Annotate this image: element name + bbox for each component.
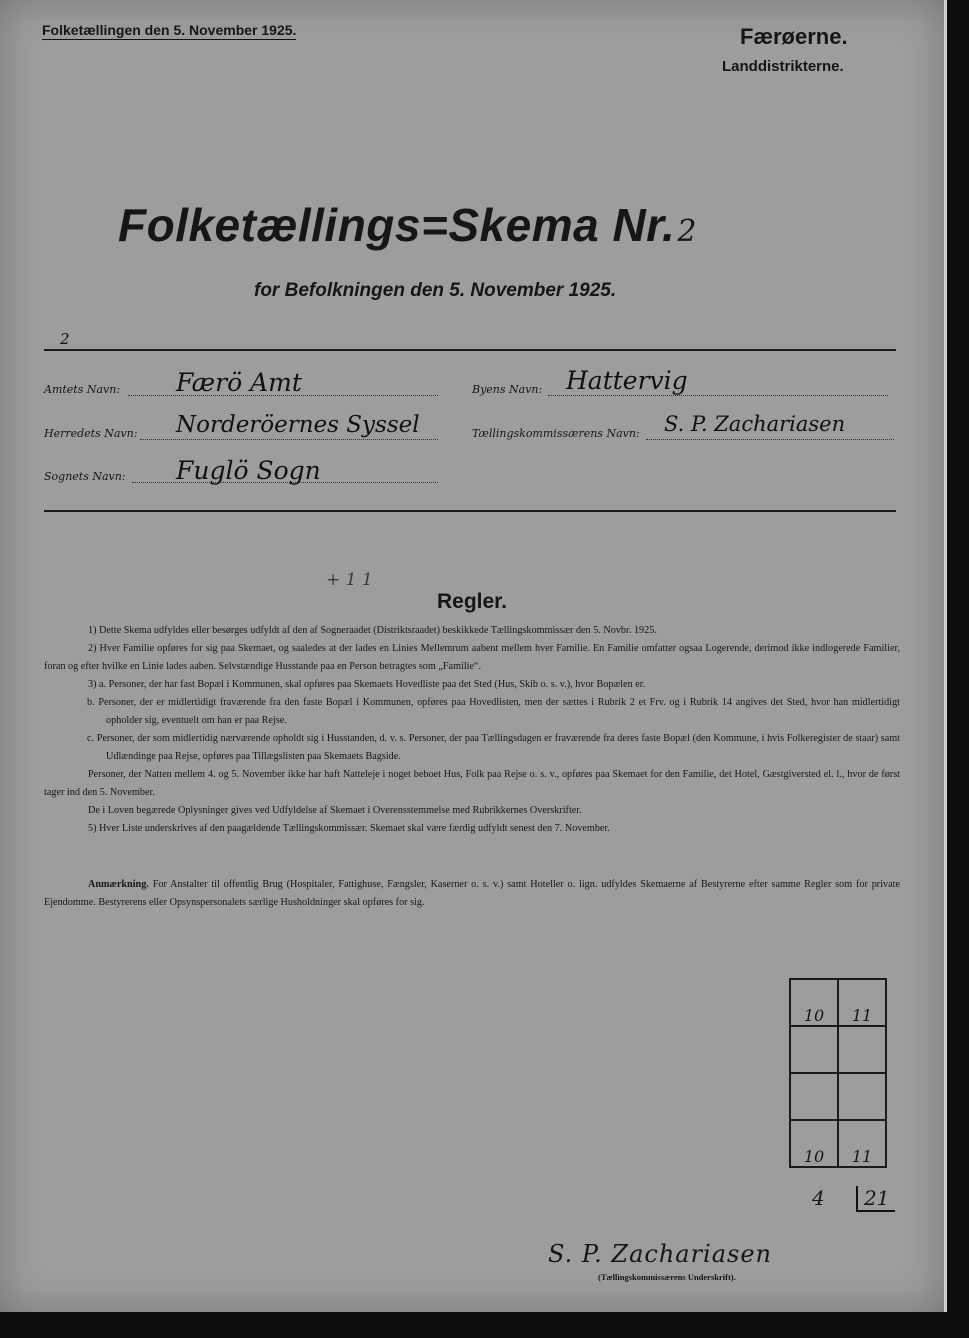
rule-2: 2) Hver Familie opføres for sig paa Skemaet, og saaledes at der lades en Linies Mellemrum aabent mellem hver Familie. En Familie omfatter ogsaa Logerende, derimod ikke indlogerede Familier, foran og efter hvilke en Linie lades aaben. Selvstændige Husstande paa en Person betragtes som „Familie“.: [44, 643, 900, 672]
annotation-text: For Anstalter til offentlig Brug (Hospitaler, Fattighuse, Fængsler, Kaserner o. s. v.) samt Hoteller o. lign. udfyldes Skemaerne af Bestyrerne efter samme Regler som for private Ejendomme. Bestyrerens eller Opsynspersonalets særlige Husholdninger skal opføres for sig.: [44, 879, 900, 908]
tally-row: [790, 1026, 886, 1073]
tally-cell: 11: [838, 979, 886, 1026]
district-header: Landdistrikterne.: [722, 58, 844, 75]
kommissaer-value: S. P. Zachariasen: [664, 412, 846, 436]
tally-table: [789, 978, 887, 1168]
by-line: [548, 395, 888, 396]
form-subtitle: for Befolkningen den 5. November 1925.: [254, 280, 617, 301]
sogn-value: Fuglö Sogn: [176, 456, 321, 485]
herred-line: [140, 439, 438, 440]
by-value: Hattervig: [566, 366, 688, 395]
signature-caption: (Tællingskommissærens Underskrift).: [598, 1272, 736, 1282]
tally-cell: 11: [838, 1120, 886, 1167]
herred-label: Herredets Navn:: [44, 427, 138, 440]
annotation-note: [44, 876, 900, 912]
rule-3c: c. Personer, der som midlertidig nærværende opholdt sig i Husstanden, d. v. s. Personer, der paa Tællingsdagen er fraværende fra deres faste Bopæl (den Kommune, i hvis Folkeregister de staar) samt Udlændinge paa Rejse, opføres paa Tillægslisten paa Skemaets Bagside.: [87, 733, 900, 762]
rule-4: De i Loven begærede Oplysninger gives ved Udfyldelse af Skemaet i Overensstemmelse med Rubrikkernes Overskrifter.: [88, 805, 582, 816]
stray-pencil-mark: + 1 1: [326, 570, 373, 590]
region-header: Færøerne.: [740, 24, 848, 49]
rule-3d: Personer, der Natten mellem 4. og 5. November ikke har haft Natteleje i noget beboet Hus, Folk paa Rejse o. s. v., opføres paa Skemaet for den Familie, det Hotel, Gæstgiversted el. l., hvor de først tager ind den 5. November.: [44, 769, 900, 798]
form-title: [118, 198, 697, 252]
rules-body: [44, 622, 900, 838]
rule-3a: 3) a. Personer, der har fast Bopæl i Kommunen, skal opføres paa Skemaets Hovedliste paa det Sted (Hus, Skib o. s. v.), hvor Bopælen er.: [88, 679, 646, 690]
enumerator-signature: S. P. Zachariasen: [548, 1240, 773, 1268]
tally-cell: [790, 1073, 838, 1120]
kommissaer-label: Tællingskommissærens Navn:: [472, 427, 640, 440]
annotation-label: Anmærkning.: [88, 879, 149, 890]
tally-cell: 10: [790, 979, 838, 1026]
amt-value: Færö Amt: [176, 368, 302, 397]
rule-3b: b. Personer, der er midlertidigt fraværende fra den faste Bopæl i Kommunen, opføres paa Hovedlisten, men der sættes i Rubrik 2 et Frv. og i Rubrik 14 angives det Sted, hvor han midlertidigt opholder sig, eventuelt om han er paa Rejse.: [87, 697, 900, 726]
tally-cell: 10: [790, 1120, 838, 1167]
rule-1: 1) Dette Skema udfyldes eller besørges udfyldt af den af Sogneraadet (Distriktsraadet) beskikkede Tællingskommissær den 5. Novbr. 1925.: [88, 625, 657, 636]
tally-total-left: 4: [812, 1186, 825, 1210]
tally-cell: [790, 1026, 838, 1073]
form-title-text: Folketællings=Skema Nr.: [118, 199, 676, 251]
fields-divider: [44, 510, 896, 512]
tally-row: [790, 979, 886, 1026]
tally-cell: [838, 1073, 886, 1120]
by-label: Byens Navn:: [472, 383, 543, 396]
amt-label: Amtets Navn:: [44, 383, 121, 396]
tally-cell: [838, 1026, 886, 1073]
census-date-header: Folketællingen den 5. November 1925.: [42, 22, 297, 38]
tally-row: [790, 1120, 886, 1167]
top-divider: [44, 349, 896, 351]
margin-mark: 2: [60, 330, 70, 348]
herred-value: Norderöernes Syssel: [176, 412, 420, 438]
form-number: 2: [677, 214, 697, 249]
rule-5: 5) Hver Liste underskrives af den paagældende Tællingskommissær. Skemaet skal være færdig udfyldt senest den 7. November.: [88, 823, 610, 834]
tally-total-right: 21: [856, 1186, 895, 1212]
tally-row: [790, 1073, 886, 1120]
sogn-label: Sognets Navn:: [44, 470, 126, 483]
rules-heading: Regler.: [436, 590, 508, 613]
kommissaer-line: [646, 439, 894, 440]
